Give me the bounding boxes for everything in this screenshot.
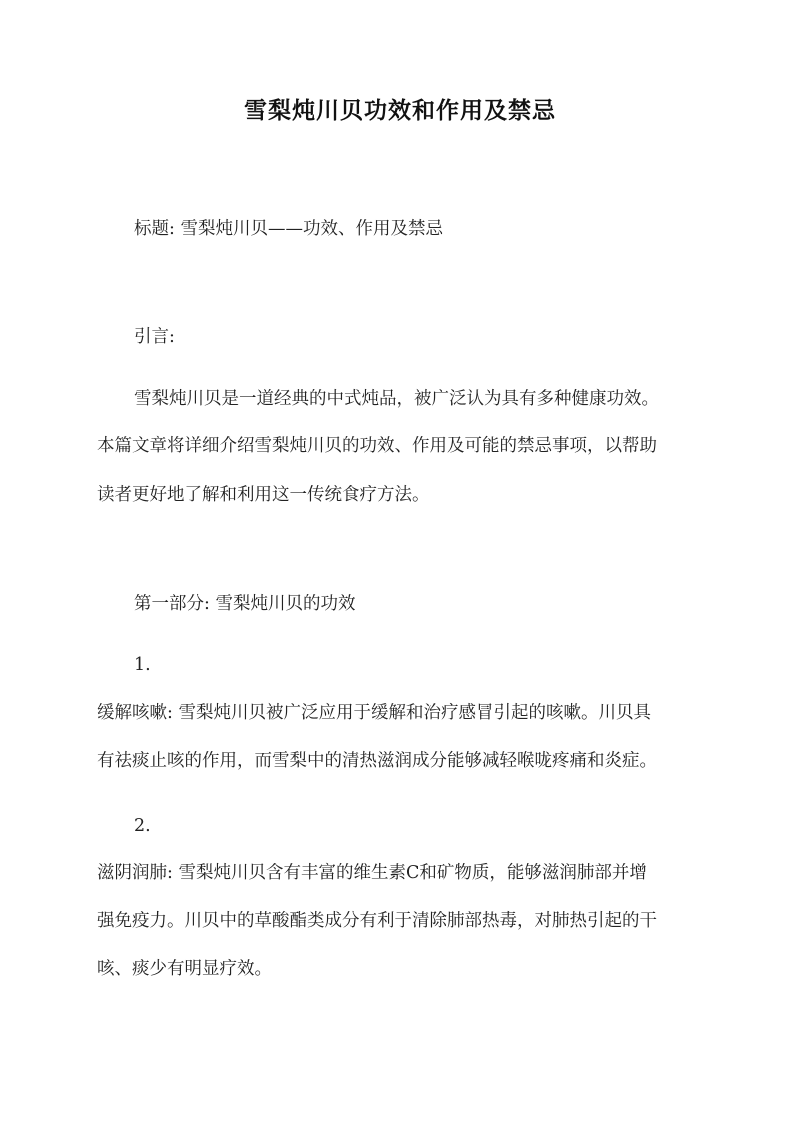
list-item-number: 2. — [134, 816, 151, 836]
intro-heading: 引言: — [134, 327, 175, 347]
intro-line: 雪梨炖川贝是一道经典的中式炖品，被广泛认为具有多种健康功效。 — [134, 389, 659, 409]
intro-line: 读者更好地了解和利用这一传统食疗方法。 — [97, 485, 430, 505]
list-item-line: 缓解咳嗽: 雪梨炖川贝被广泛应用于缓解和治疗感冒引起的咳嗽。川贝具 — [97, 703, 651, 723]
list-item-line: 有祛痰止咳的作用，而雪梨中的清热滋润成分能够减轻喉咙疼痛和炎症。 — [97, 751, 657, 771]
document-subtitle: 标题: 雪梨炖川贝——功效、作用及禁忌 — [134, 219, 443, 239]
list-item-line: 强免疫力。川贝中的草酸酯类成分有利于清除肺部热毒，对肺热引起的干 — [97, 911, 657, 931]
list-item-number: 1. — [134, 655, 151, 675]
intro-line: 本篇文章将详细介绍雪梨炖川贝的功效、作用及可能的禁忌事项，以帮助 — [97, 436, 657, 456]
list-item-line: 滋阴润肺: 雪梨炖川贝含有丰富的维生素C和矿物质，能够滋润肺部并增 — [97, 863, 647, 883]
document-title: 雪梨炖川贝功效和作用及禁忌 — [244, 97, 556, 124]
list-item-line: 咳、痰少有明显疗效。 — [97, 959, 272, 979]
section-heading: 第一部分: 雪梨炖川贝的功效 — [134, 594, 356, 614]
